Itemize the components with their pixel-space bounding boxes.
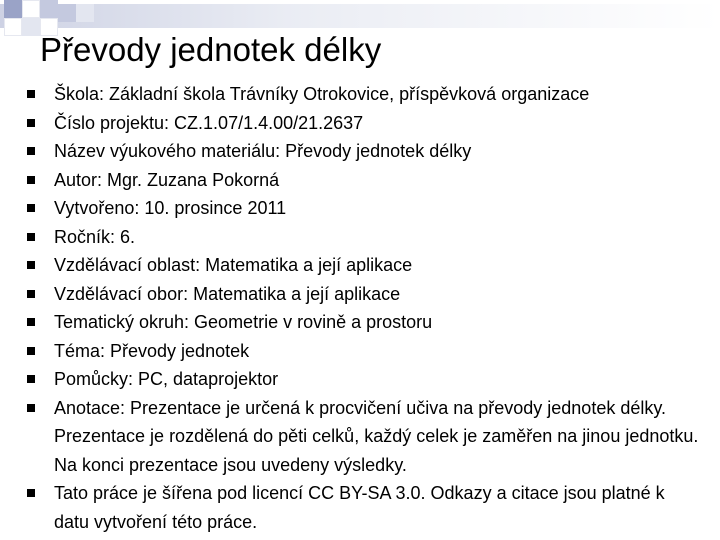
decor-square <box>58 4 76 22</box>
square-bullet-icon <box>27 404 35 412</box>
square-bullet-icon <box>27 347 35 355</box>
square-bullet-icon <box>27 90 35 98</box>
square-bullet-icon <box>27 318 35 326</box>
list-item-text: Tato práce je šířena pod licencí CC BY-SA 3.0. Odkazy a citace jsou platné k datu vytvoření této práce. <box>54 483 665 532</box>
slide-title: Převody jednotek délky <box>40 31 382 68</box>
square-bullet-icon <box>27 261 35 269</box>
square-bullet-icon <box>27 290 35 298</box>
list-item-text: Název výukového materiálu: Převody jednotek délky <box>54 141 472 161</box>
list-item-text: Ročník: 6. <box>54 226 136 247</box>
list-item-text: Vytvořeno: 10. prosince 2011 <box>54 198 287 218</box>
list-item-text: Pomůcky: PC, dataprojektor <box>54 369 279 389</box>
list-item-text: Vzdělávací obor: Matematika a její aplikace <box>54 283 401 304</box>
list-item-text: Téma: Převody jednotek <box>54 340 250 361</box>
square-bullet-icon <box>27 489 35 497</box>
decor-square <box>22 0 40 18</box>
decor-square <box>76 4 94 22</box>
square-bullet-icon <box>27 147 35 155</box>
square-bullet-icon <box>27 176 35 184</box>
square-bullet-icon <box>27 233 35 241</box>
list-item-text: Autor: Mgr. Zuzana Pokorná <box>54 169 280 190</box>
square-bullet-icon <box>27 375 35 383</box>
decor-square <box>4 0 22 18</box>
square-bullet-icon <box>27 119 35 127</box>
list-item-text: Číslo projektu: CZ.1.07/1.4.00/21.2637 <box>54 112 364 133</box>
list-item-text: Škola: Základní škola Trávníky Otrokovice, příspěvková organizace <box>54 84 590 104</box>
decor-square <box>4 18 22 36</box>
list-item-text: Vzdělávací oblast: Matematika a její aplikace <box>54 255 413 275</box>
decor-square <box>40 0 58 18</box>
decor-square <box>22 18 40 36</box>
square-bullet-icon <box>27 204 35 212</box>
header-gradient <box>0 4 720 28</box>
list-item-text: Anotace: Prezentace je určená k procvičení učiva na převody jednotek délky. Prezentace je rozdělená do pěti celků, každý celek je zaměřen na jinou jednotku. Na konci prezentace jsou uvedeny výsledky. <box>54 397 699 475</box>
list-item-text: Tematický okruh: Geometrie v rovině a prostoru <box>54 312 433 332</box>
